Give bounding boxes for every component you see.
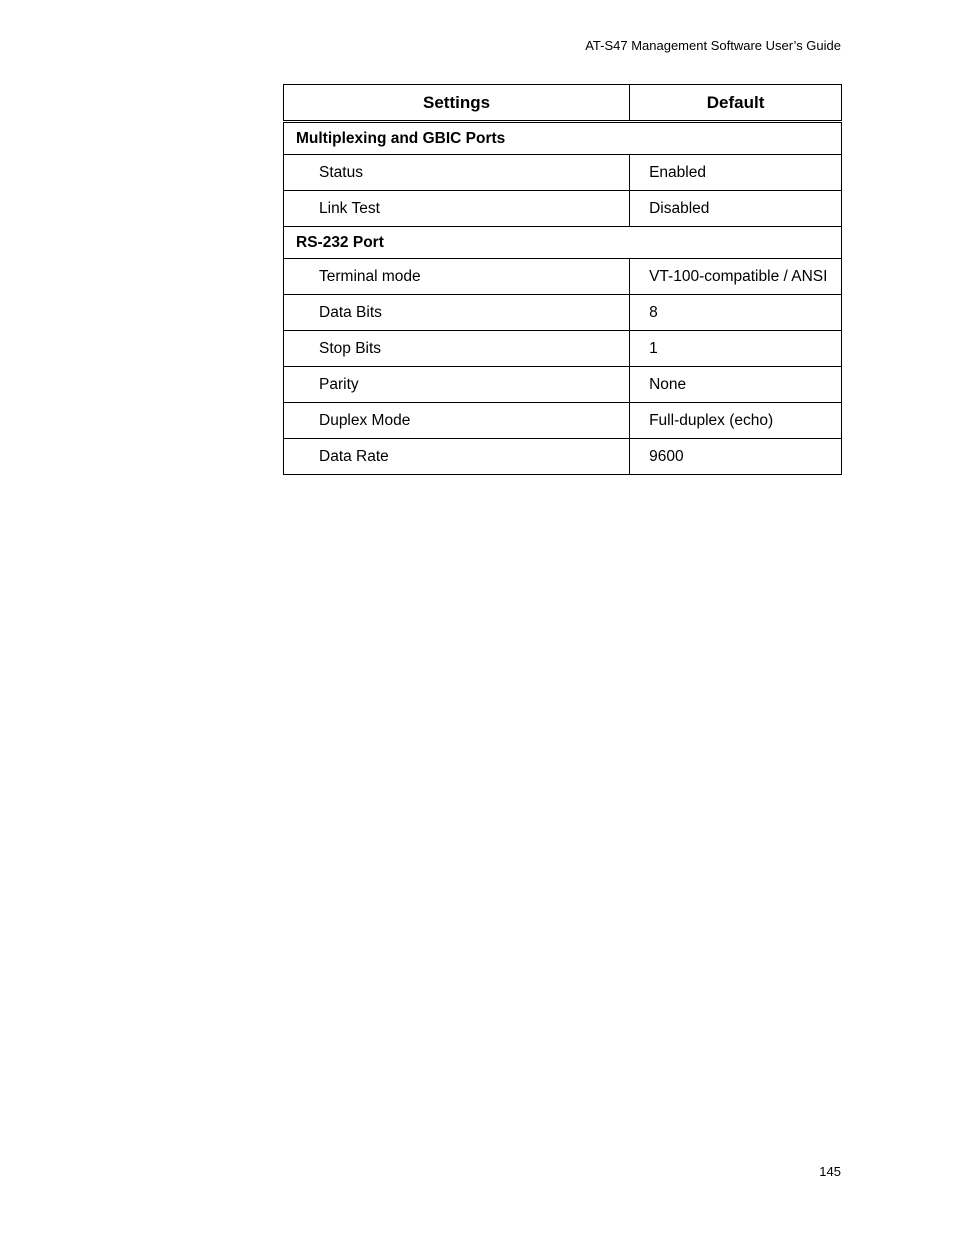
table-header-row xyxy=(284,85,842,122)
setting-cell: Data Bits xyxy=(284,295,630,331)
column-header-settings: Settings xyxy=(284,85,630,122)
section-row xyxy=(284,227,842,259)
section-row xyxy=(284,122,842,155)
page-number: 145 xyxy=(819,1164,841,1179)
table-row xyxy=(284,439,842,475)
table-row xyxy=(284,295,842,331)
table-row xyxy=(284,331,842,367)
setting-cell: Duplex Mode xyxy=(284,403,630,439)
default-cell: Enabled xyxy=(630,155,842,191)
section-title: Multiplexing and GBIC Ports xyxy=(284,122,842,155)
table-row xyxy=(284,403,842,439)
column-header-default: Default xyxy=(630,85,842,122)
setting-cell: Terminal mode xyxy=(284,259,630,295)
default-cell: Full-duplex (echo) xyxy=(630,403,842,439)
setting-cell: Data Rate xyxy=(284,439,630,475)
default-cell: 1 xyxy=(630,331,842,367)
defaults-table xyxy=(283,84,842,475)
running-header: AT-S47 Management Software User’s Guide xyxy=(585,38,841,53)
default-cell: None xyxy=(630,367,842,403)
setting-cell: Parity xyxy=(284,367,630,403)
section-title: RS-232 Port xyxy=(284,227,842,259)
default-cell: Disabled xyxy=(630,191,842,227)
table-row xyxy=(284,191,842,227)
table-row xyxy=(284,367,842,403)
default-cell: 8 xyxy=(630,295,842,331)
default-cell: 9600 xyxy=(630,439,842,475)
table-row xyxy=(284,259,842,295)
setting-cell: Stop Bits xyxy=(284,331,630,367)
setting-cell: Link Test xyxy=(284,191,630,227)
default-cell: VT-100-compatible / ANSI xyxy=(630,259,842,295)
table-row xyxy=(284,155,842,191)
setting-cell: Status xyxy=(284,155,630,191)
